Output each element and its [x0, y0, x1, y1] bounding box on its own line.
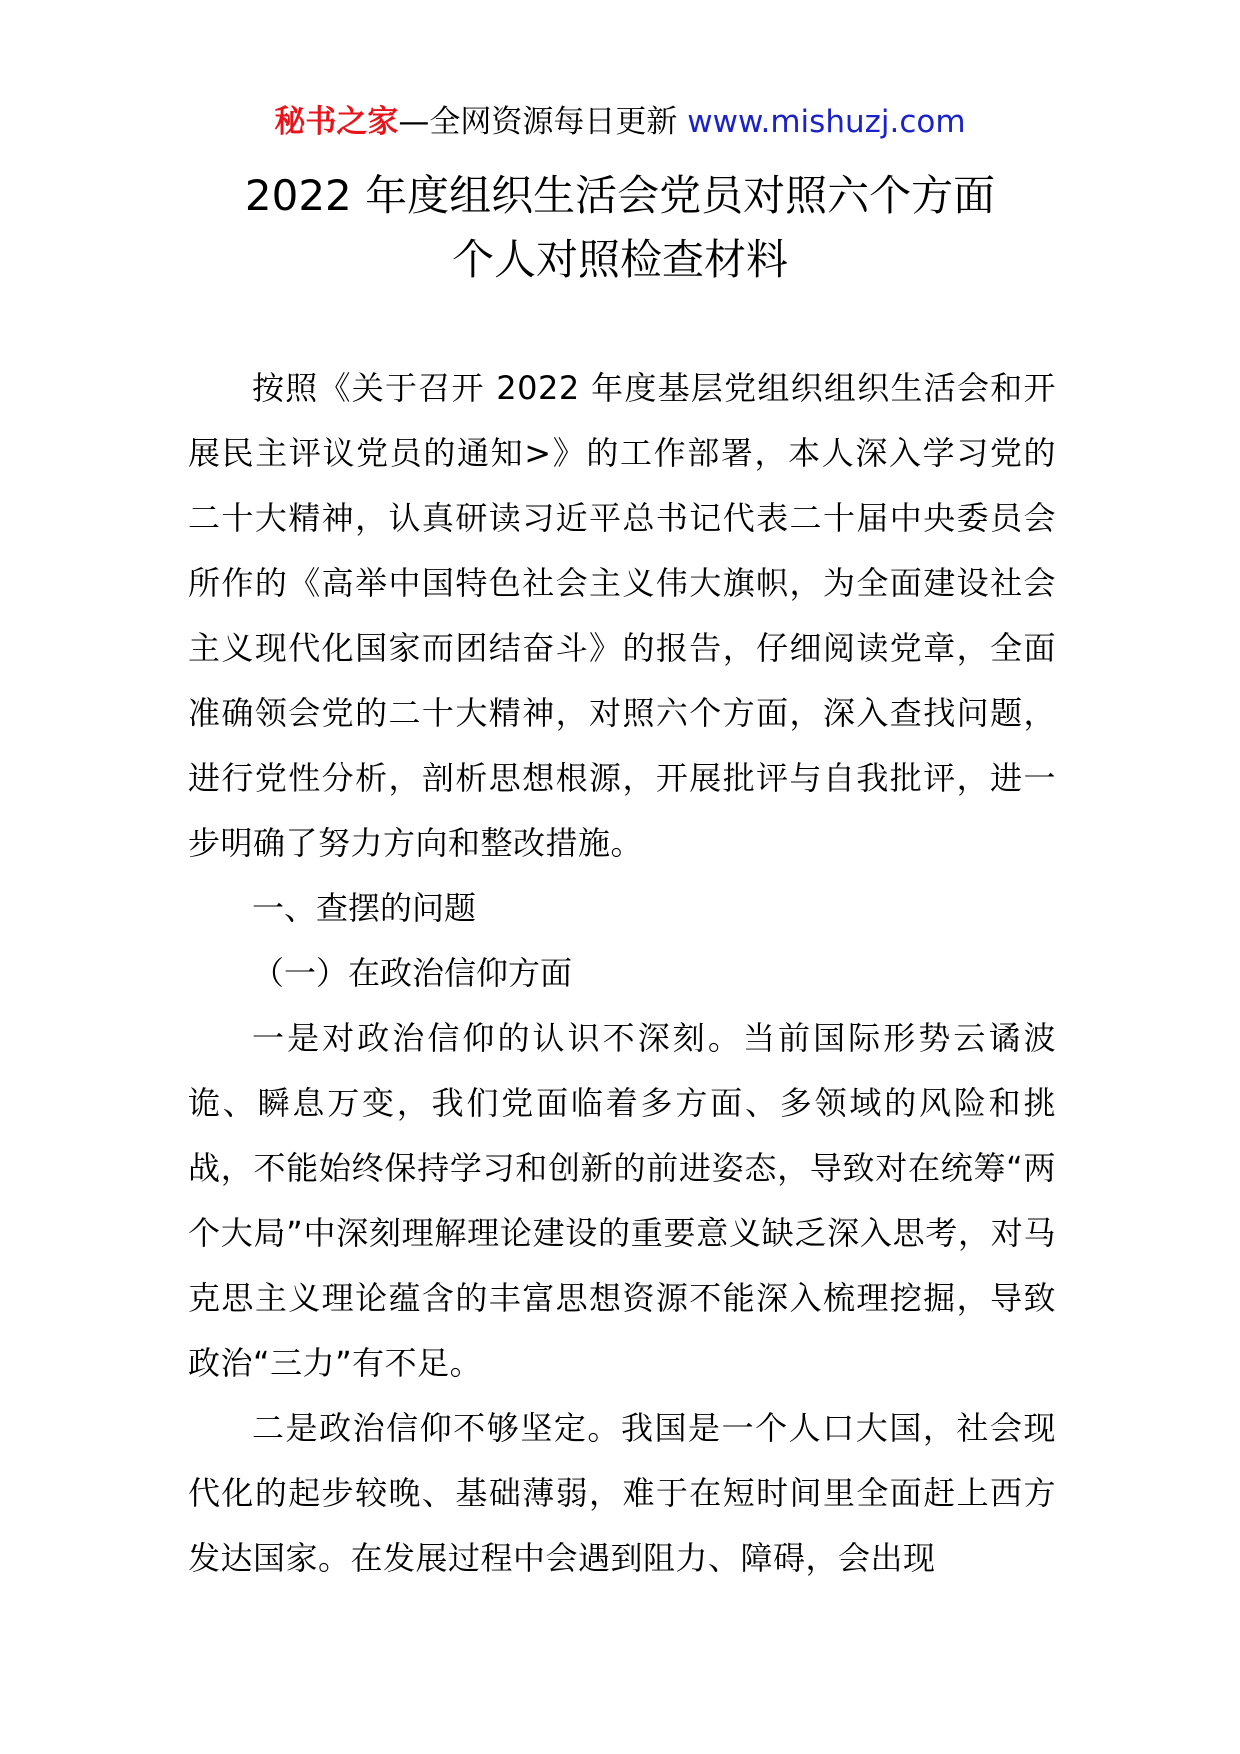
brand-name: 秘书之家: [274, 104, 399, 140]
subsection-heading-1: （一）在政治信仰方面: [252, 954, 573, 992]
intro-paragraph: 按照《关于召开 2022 年度基层党组织组织生活会和开展民主评议党员的通知>》的工作部署，本人深入学习党的二十大精神，认真研读习近平总书记代表二十届中央委员会所作的《高举中国特色社会主义伟大旗帜，为全面建设社会主义现代化国家而团结奋斗》的报告，仔细阅读党章，全面准确领会党的二十大精神，对照六个方面，深入查找问题，进行党性分析，剖析思想根源，开展批评与自我批评，进一步明确了努力方向和整改措施。: [188, 369, 1056, 862]
point-paragraph-2: 二是政治信仰不够坚定。我国是一个人口大国，社会现代化的起步较晚、基础薄弱，难于在短时间里全面赶上西方发达国家。在发展过程中会遇到阻力、障碍，会出现: [188, 1409, 1056, 1577]
point-paragraph-1: 一是对政治信仰的认识不深刻。当前国际形势云谲波诡、瞬息万变，我们党面临着多方面、多领域的风险和挑战，不能始终保持学习和创新的前进姿态，导致对在统筹“两个大局”中深刻理解理论建设的重要意义缺乏深入思考，对马克思主义理论蕴含的丰富思想资源不能深入梳理挖掘，导致政治“三力”有不足。: [188, 1019, 1056, 1382]
title-line-2: 个人对照检查材料: [451, 235, 788, 284]
title-line-1: 2022 年度组织生活会党员对照六个方面: [244, 171, 996, 220]
document-body: [188, 356, 1056, 1591]
document-title: [0, 164, 1240, 292]
section-heading-1: 一、查摆的问题: [252, 889, 477, 927]
site-header: [0, 100, 1240, 144]
header-tagline: —全网资源每日更新: [398, 104, 688, 140]
site-url-link[interactable]: www.mishuzj.com: [687, 104, 966, 140]
